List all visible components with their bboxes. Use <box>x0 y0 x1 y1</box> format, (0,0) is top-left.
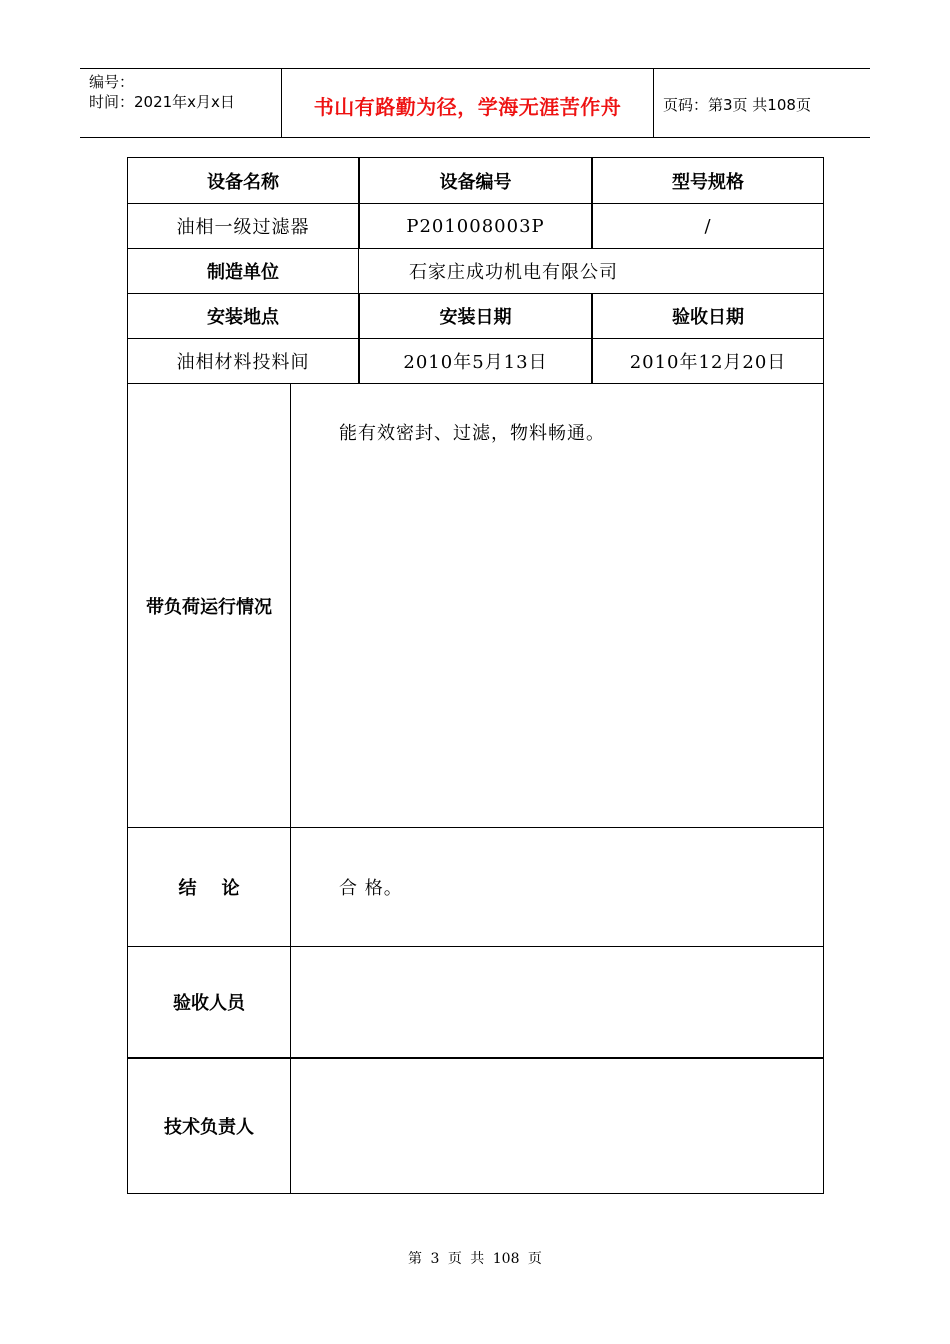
device-name-label: 设备名称 <box>207 171 279 193</box>
inspector-value-field[interactable] <box>303 947 803 1057</box>
model-value: / <box>704 215 712 237</box>
device-no-label: 设备编号 <box>439 171 512 193</box>
accept-date-label: 验收日期 <box>672 307 744 328</box>
doc-time-label: 时间：2021年x月x日 <box>89 93 235 111</box>
header-page-info: 页码：第3页 共108页 <box>663 96 811 114</box>
table-rule <box>358 248 359 293</box>
manufacturer-label: 制造单位 <box>207 262 279 283</box>
page-footer: 第 3 页 共 108 页 <box>408 1251 542 1267</box>
tech-lead-label: 技术负责人 <box>164 1117 254 1138</box>
device-no-value: P201008003P <box>406 215 545 237</box>
tech-lead-value-field[interactable] <box>303 1059 803 1193</box>
install-date-label: 安装日期 <box>439 307 512 328</box>
install-site-label: 安装地点 <box>207 307 279 328</box>
accept-date-value: 2010年12月20日 <box>629 352 787 373</box>
device-name-value: 油相一级过滤器 <box>176 217 310 238</box>
table-rule <box>290 383 291 1193</box>
install-date-value: 2010年5月13日 <box>403 352 548 373</box>
load-run-text: 能有效密封、过滤，物料畅通。 <box>339 423 605 444</box>
conclusion-text: 合 格。 <box>339 878 403 899</box>
manufacturer-value: 石家庄成功机电有限公司 <box>409 262 618 283</box>
install-site-value: 油相材料投料间 <box>176 352 310 373</box>
acceptance-form-table <box>127 157 824 1194</box>
header-divider <box>653 69 654 137</box>
doc-number-label: 编号： <box>89 73 135 91</box>
load-run-label: 带负荷运行情况 <box>146 596 272 618</box>
inspector-label: 验收人员 <box>173 993 245 1014</box>
conclusion-label: 结 论 <box>178 878 240 899</box>
page-header <box>80 68 870 138</box>
header-motto: 书山有路勤为径，学海无涯苦作舟 <box>313 95 622 119</box>
model-label: 型号规格 <box>672 171 744 193</box>
